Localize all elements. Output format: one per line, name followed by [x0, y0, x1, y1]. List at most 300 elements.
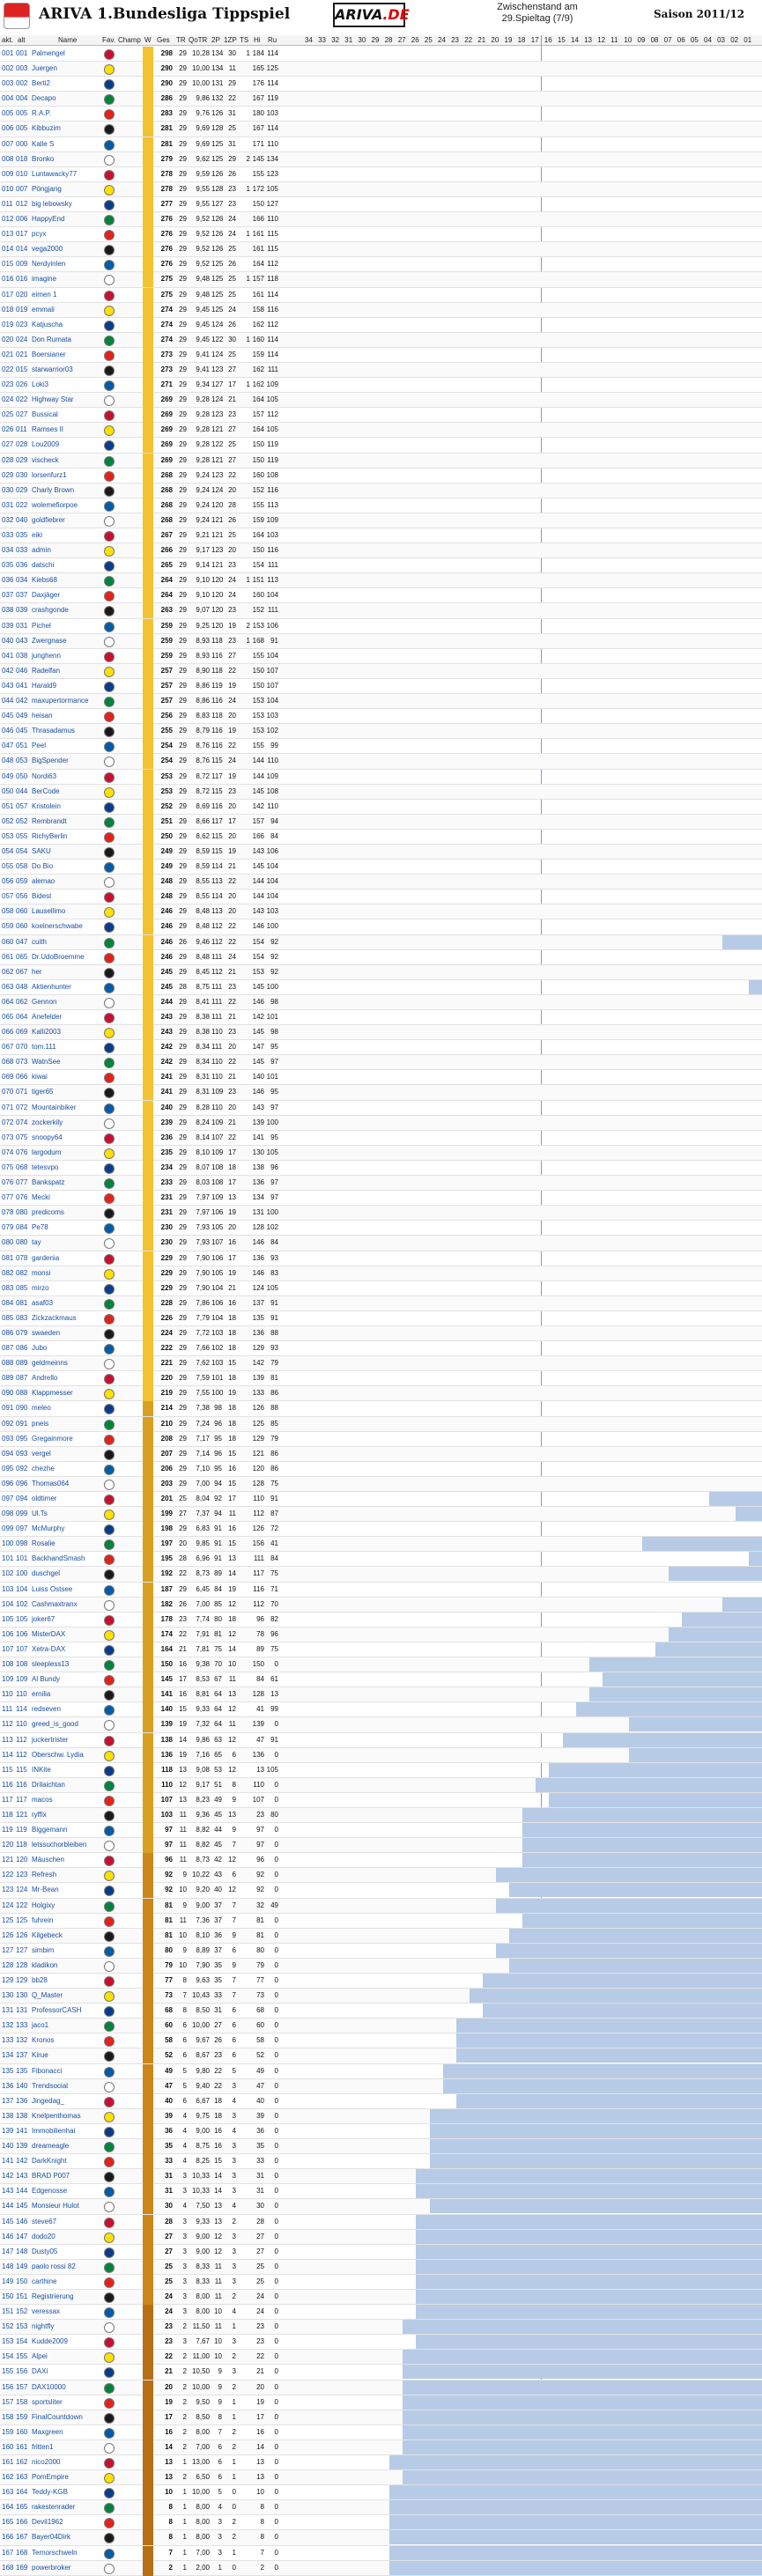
cell-name[interactable]: Edgenosse [32, 2184, 102, 2198]
table-row[interactable] [0, 875, 762, 889]
cell-name[interactable]: heisan [32, 709, 102, 723]
table-row[interactable] [0, 333, 762, 348]
table-row[interactable] [0, 1417, 762, 1432]
table-row[interactable] [0, 348, 762, 363]
cell-name[interactable]: Fibonacci [32, 2064, 102, 2078]
table-row[interactable] [0, 2425, 762, 2440]
cell-name[interactable]: carthine [32, 2275, 102, 2289]
table-row[interactable] [0, 1462, 762, 1477]
cell-name[interactable]: vergel [32, 1447, 102, 1461]
table-row[interactable] [0, 227, 762, 242]
table-row[interactable] [0, 1236, 762, 1251]
cell-name[interactable]: R.A.P. [32, 107, 102, 121]
cell-name[interactable]: Biggemann [32, 1823, 102, 1837]
table-row[interactable] [0, 1598, 762, 1613]
table-row[interactable] [0, 318, 762, 333]
cell-name[interactable]: Decapo [32, 92, 102, 106]
cell-name[interactable]: Knelpenthomas [32, 2109, 102, 2123]
table-row[interactable] [0, 137, 762, 152]
cell-name[interactable]: rakestenrader [32, 2500, 102, 2514]
table-row[interactable] [0, 1959, 762, 1974]
table-row[interactable] [0, 2410, 762, 2425]
cell-name[interactable]: Kiebs68 [32, 573, 102, 587]
cell-name[interactable]: Lou2009 [32, 438, 102, 452]
cell-name[interactable]: Kilgebeck [32, 1929, 102, 1943]
table-row[interactable] [0, 2215, 762, 2230]
cell-name[interactable]: duschgel [32, 1567, 102, 1581]
cell-name[interactable]: Kibbuzim [32, 122, 102, 136]
cell-name[interactable]: Alpei [32, 2350, 102, 2364]
cell-name[interactable]: RichyBerlin [32, 830, 102, 844]
cell-name[interactable]: Thomas064 [32, 1477, 102, 1491]
table-row[interactable] [0, 242, 762, 257]
cell-name[interactable]: letssuchorbleiben [32, 1838, 102, 1852]
table-row[interactable] [0, 694, 762, 709]
cell-name[interactable]: largodum [32, 1146, 102, 1160]
table-row[interactable] [0, 588, 762, 603]
table-row[interactable] [0, 1131, 762, 1146]
table-row[interactable] [0, 724, 762, 739]
cell-name[interactable]: Trendsocial [32, 2079, 102, 2093]
table-row[interactable] [0, 2515, 762, 2530]
cell-name[interactable]: Jubo [32, 1341, 102, 1355]
cell-name[interactable]: BerCode [32, 785, 102, 799]
cell-name[interactable]: Maxgreen [32, 2425, 102, 2439]
cell-name[interactable]: Klappmesser [32, 1386, 102, 1400]
cell-name[interactable]: fritten1 [32, 2440, 102, 2454]
table-row[interactable] [0, 1311, 762, 1326]
cell-name[interactable]: Rosalie [32, 1537, 102, 1551]
cell-name[interactable]: sportsliter [32, 2395, 102, 2410]
table-row[interactable] [0, 257, 762, 272]
cell-name[interactable]: SAKU [32, 845, 102, 859]
cell-name[interactable]: ryffix [32, 1808, 102, 1822]
table-row[interactable] [0, 2064, 762, 2079]
table-row[interactable] [0, 1672, 762, 1687]
table-row[interactable] [0, 77, 762, 92]
cell-name[interactable]: Drilaichtan [32, 1778, 102, 1792]
cell-name[interactable]: Anefelder [32, 1010, 102, 1024]
cell-name[interactable]: Nerdyinlen [32, 257, 102, 271]
table-row[interactable] [0, 2305, 762, 2320]
table-row[interactable] [0, 2350, 762, 2365]
cell-name[interactable]: Monsieur Hulot [32, 2199, 102, 2213]
cell-name[interactable]: Kirue [32, 2048, 102, 2063]
table-row[interactable] [0, 889, 762, 904]
table-row[interactable] [0, 1883, 762, 1898]
cell-name[interactable]: Nordi63 [32, 770, 102, 784]
cell-name[interactable]: Radelfan [32, 664, 102, 678]
table-row[interactable] [0, 2154, 762, 2169]
cell-name[interactable]: Xetra-DAX [32, 1642, 102, 1657]
table-row[interactable] [0, 679, 762, 694]
table-row[interactable] [0, 408, 762, 423]
table-row[interactable] [0, 980, 762, 995]
cell-name[interactable]: Boersianer [32, 348, 102, 362]
table-row[interactable] [0, 2019, 762, 2033]
table-row[interactable] [0, 1266, 762, 1281]
table-row[interactable] [0, 212, 762, 227]
table-row[interactable] [0, 1176, 762, 1191]
cell-name[interactable]: Daxjäger [32, 588, 102, 602]
table-row[interactable] [0, 288, 762, 303]
cell-name[interactable]: Juergen [32, 62, 102, 76]
cell-name[interactable]: big lebowsky [32, 197, 102, 211]
table-row[interactable] [0, 2184, 762, 2199]
cell-name[interactable]: datschi [32, 558, 102, 572]
cell-name[interactable]: Zickzackmaus [32, 1311, 102, 1325]
table-row[interactable] [0, 272, 762, 287]
cell-name[interactable]: Palmengel [32, 47, 102, 61]
table-row[interactable] [0, 904, 762, 919]
table-row[interactable] [0, 1733, 762, 1748]
cell-name[interactable]: goldfiebrer [32, 513, 102, 528]
table-row[interactable] [0, 122, 762, 137]
cell-name[interactable]: Dusty05 [32, 2245, 102, 2259]
cell-name[interactable]: nightfly [32, 2320, 102, 2334]
cell-name[interactable]: maxupertormance [32, 694, 102, 708]
cell-name[interactable]: DAXi [32, 2365, 102, 2379]
cell-name[interactable]: PomEmpire [32, 2470, 102, 2484]
cell-name[interactable]: Luiss Ostsee [32, 1583, 102, 1597]
table-row[interactable] [0, 107, 762, 122]
cell-name[interactable]: koelnerschwabe [32, 919, 102, 934]
table-row[interactable] [0, 1432, 762, 1447]
table-row[interactable] [0, 2109, 762, 2124]
table-row[interactable] [0, 1567, 762, 1582]
cell-name[interactable]: Mecki [32, 1191, 102, 1205]
cell-name[interactable]: WatnSee [32, 1055, 102, 1069]
cell-name[interactable]: Oberschw. Lydia [32, 1748, 102, 1762]
table-row[interactable] [0, 1341, 762, 1356]
table-row[interactable] [0, 634, 762, 649]
table-row[interactable] [0, 1161, 762, 1176]
cell-name[interactable]: joker67 [32, 1613, 102, 1627]
cell-name[interactable]: Dr.UdoBroemme [32, 950, 102, 964]
table-row[interactable] [0, 1929, 762, 1944]
cell-name[interactable]: Mountainbiker [32, 1101, 102, 1115]
cell-name[interactable]: zockerkily [32, 1116, 102, 1130]
cell-name[interactable]: Registrierung [32, 2290, 102, 2304]
cell-name[interactable]: Jingedag_ [32, 2094, 102, 2108]
table-row[interactable] [0, 1537, 762, 1552]
cell-name[interactable]: Harald9 [32, 679, 102, 693]
table-row[interactable] [0, 1522, 762, 1537]
cell-name[interactable]: ernilia [32, 1687, 102, 1701]
cell-name[interactable]: vischeck [32, 454, 102, 468]
cell-name[interactable]: ProfessorCASH [32, 2004, 102, 2018]
table-row[interactable] [0, 2470, 762, 2485]
cell-name[interactable]: Bussical [32, 408, 102, 422]
cell-name[interactable]: Andrello [32, 1371, 102, 1385]
cell-name[interactable]: Highway Star [32, 393, 102, 407]
table-row[interactable] [0, 1191, 762, 1206]
table-row[interactable] [0, 2455, 762, 2470]
table-row[interactable] [0, 2048, 762, 2063]
table-row[interactable] [0, 2290, 762, 2305]
table-row[interactable] [0, 739, 762, 754]
table-row[interactable] [0, 92, 762, 107]
cell-name[interactable]: Do Bio [32, 860, 102, 874]
table-row[interactable] [0, 1070, 762, 1085]
cell-name[interactable]: MisterDAX [32, 1628, 102, 1642]
table-row[interactable] [0, 1868, 762, 1883]
table-row[interactable] [0, 303, 762, 318]
table-row[interactable] [0, 528, 762, 543]
cell-name[interactable]: greed_is_good [32, 1717, 102, 1731]
table-row[interactable] [0, 1808, 762, 1823]
table-row[interactable] [0, 378, 762, 393]
cell-name[interactable]: crashgonde [32, 603, 102, 617]
cell-name[interactable]: chezhe [32, 1462, 102, 1476]
table-row[interactable] [0, 2139, 762, 2154]
table-row[interactable] [0, 2365, 762, 2380]
cell-name[interactable]: starwarrior03 [32, 363, 102, 377]
cell-name[interactable]: Peel [32, 739, 102, 753]
table-row[interactable] [0, 1944, 762, 1959]
cell-name[interactable]: Al Bundy [32, 1672, 102, 1687]
cell-name[interactable]: Zwergnase [32, 634, 102, 648]
table-row[interactable] [0, 1989, 762, 2004]
table-row[interactable] [0, 1914, 762, 1929]
cell-name[interactable]: juckertrister [32, 1733, 102, 1747]
cell-name[interactable]: veressax [32, 2305, 102, 2319]
table-row[interactable] [0, 1025, 762, 1040]
table-row[interactable] [0, 1447, 762, 1462]
cell-name[interactable]: wolemefiorpoe [32, 498, 102, 513]
cell-name[interactable]: Ramses II [32, 423, 102, 437]
cell-name[interactable]: McMurphy [32, 1522, 102, 1536]
cell-name[interactable]: Luntawacky77 [32, 167, 102, 181]
table-row[interactable] [0, 2230, 762, 2245]
cell-name[interactable]: DarkKnight [32, 2154, 102, 2168]
table-row[interactable] [0, 1748, 762, 1763]
table-row[interactable] [0, 363, 762, 378]
table-row[interactable] [0, 1477, 762, 1492]
cell-name[interactable]: simbim [32, 1944, 102, 1958]
cell-name[interactable]: bb28 [32, 1974, 102, 1988]
cell-name[interactable]: her [32, 965, 102, 979]
table-row[interactable] [0, 2033, 762, 2048]
table-row[interactable] [0, 498, 762, 513]
table-row[interactable] [0, 2124, 762, 2139]
table-row[interactable] [0, 1583, 762, 1598]
table-row[interactable] [0, 1552, 762, 1567]
table-row[interactable] [0, 995, 762, 1010]
cell-name[interactable]: Mr-Bean [32, 1883, 102, 1897]
cell-name[interactable]: Bankspatz [32, 1176, 102, 1190]
table-row[interactable] [0, 754, 762, 769]
table-row[interactable] [0, 1702, 762, 1717]
cell-name[interactable]: swaeden [32, 1326, 102, 1340]
table-row[interactable] [0, 182, 762, 197]
table-row[interactable] [0, 1221, 762, 1236]
cell-name[interactable]: dreameagle [32, 2139, 102, 2153]
cell-name[interactable]: vega2000 [32, 242, 102, 256]
table-row[interactable] [0, 2530, 762, 2545]
table-row[interactable] [0, 1823, 762, 1838]
table-row[interactable] [0, 454, 762, 469]
table-row[interactable] [0, 1055, 762, 1070]
table-row[interactable] [0, 197, 762, 212]
cell-name[interactable]: tiger65 [32, 1085, 102, 1099]
table-row[interactable] [0, 860, 762, 875]
table-row[interactable] [0, 965, 762, 980]
cell-name[interactable]: Pöngjang [32, 182, 102, 196]
cell-name[interactable]: lorsenfurz1 [32, 469, 102, 483]
cell-name[interactable]: FinalCountdown [32, 2410, 102, 2425]
table-row[interactable] [0, 2275, 762, 2290]
table-row[interactable] [0, 1763, 762, 1778]
table-row[interactable] [0, 1628, 762, 1642]
cell-name[interactable]: Q_Master [32, 1989, 102, 2003]
table-row[interactable] [0, 950, 762, 965]
table-row[interactable] [0, 1326, 762, 1341]
table-row[interactable] [0, 2440, 762, 2455]
cell-name[interactable]: Don Rumata [32, 333, 102, 347]
table-row[interactable] [0, 2320, 762, 2335]
cell-name[interactable]: Aktienhunter [32, 980, 102, 994]
cell-name[interactable]: Bidest [32, 889, 102, 904]
table-row[interactable] [0, 770, 762, 785]
table-row[interactable] [0, 664, 762, 679]
table-row[interactable] [0, 1899, 762, 1914]
cell-name[interactable]: Kronos [32, 2033, 102, 2048]
cell-name[interactable]: BigSpender [32, 754, 102, 768]
cell-name[interactable]: fuhrein [32, 1914, 102, 1928]
cell-name[interactable]: eimen 1 [32, 288, 102, 302]
cell-name[interactable]: INKite [32, 1763, 102, 1777]
table-row[interactable] [0, 2169, 762, 2184]
table-row[interactable] [0, 573, 762, 588]
cell-name[interactable]: DAX10000 [32, 2380, 102, 2395]
table-row[interactable] [0, 1687, 762, 1702]
cell-name[interactable]: redseven [32, 1702, 102, 1716]
table-row[interactable] [0, 483, 762, 498]
table-row[interactable] [0, 2335, 762, 2350]
table-row[interactable] [0, 393, 762, 408]
cell-name[interactable]: Loki3 [32, 378, 102, 392]
table-row[interactable] [0, 619, 762, 634]
cell-name[interactable]: Katjuscha [32, 318, 102, 332]
table-row[interactable] [0, 1853, 762, 1868]
cell-name[interactable]: nico2000 [32, 2455, 102, 2469]
cell-name[interactable]: eiki [32, 528, 102, 543]
table-row[interactable] [0, 709, 762, 724]
table-row[interactable] [0, 1371, 762, 1386]
cell-name[interactable]: snoopy64 [32, 1131, 102, 1145]
cell-name[interactable]: alemao [32, 875, 102, 889]
table-row[interactable] [0, 1778, 762, 1793]
table-row[interactable] [0, 2395, 762, 2410]
table-row[interactable] [0, 1386, 762, 1401]
cell-name[interactable]: Bronko [32, 152, 102, 166]
cell-name[interactable]: steve67 [32, 2215, 102, 2229]
cell-name[interactable]: Charly Brown [32, 483, 102, 498]
table-row[interactable] [0, 167, 762, 182]
table-row[interactable] [0, 2380, 762, 2395]
table-row[interactable] [0, 2500, 762, 2515]
cell-name[interactable]: asaf03 [32, 1296, 102, 1310]
table-row[interactable] [0, 2094, 762, 2109]
table-row[interactable] [0, 1838, 762, 1853]
cell-name[interactable]: tay [32, 1236, 102, 1250]
table-row[interactable] [0, 845, 762, 860]
cell-name[interactable]: mirzo [32, 1281, 102, 1295]
table-row[interactable] [0, 1492, 762, 1507]
cell-name[interactable]: tom.111 [32, 1040, 102, 1054]
table-row[interactable] [0, 1356, 762, 1371]
cell-name[interactable]: Ternorschweln [32, 2546, 102, 2560]
cell-name[interactable]: Teddy-KGB [32, 2485, 102, 2499]
cell-name[interactable]: Gennon [32, 995, 102, 1009]
cell-name[interactable]: powerbroker [32, 2561, 102, 2575]
cell-name[interactable]: BackhandSmash [32, 1552, 102, 1566]
cell-name[interactable]: admin [32, 543, 102, 557]
cell-name[interactable]: geldmeinns [32, 1356, 102, 1370]
table-row[interactable] [0, 1507, 762, 1522]
cell-name[interactable]: Refresh [32, 1868, 102, 1882]
table-row[interactable] [0, 1010, 762, 1025]
table-row[interactable] [0, 1793, 762, 1808]
cell-name[interactable]: pneis [32, 1417, 102, 1431]
cell-name[interactable]: Immobilienhai [32, 2124, 102, 2138]
table-row[interactable] [0, 558, 762, 573]
cell-name[interactable]: meleo [32, 1401, 102, 1415]
table-row[interactable] [0, 2245, 762, 2260]
cell-name[interactable]: HappyEnd [32, 212, 102, 226]
cell-name[interactable]: pcyx [32, 227, 102, 241]
table-row[interactable] [0, 152, 762, 167]
cell-name[interactable]: Rembrandt [32, 815, 102, 829]
table-row[interactable] [0, 423, 762, 438]
cell-name[interactable]: oldtimer [32, 1492, 102, 1506]
cell-name[interactable]: macos [32, 1793, 102, 1807]
cell-name[interactable]: imagine [32, 272, 102, 286]
table-row[interactable] [0, 543, 762, 558]
cell-name[interactable]: Pichel [32, 619, 102, 633]
cell-name[interactable]: emmali [32, 303, 102, 317]
cell-name[interactable]: kladikon [32, 1959, 102, 1973]
cell-name[interactable]: Devil1962 [32, 2515, 102, 2529]
cell-name[interactable]: Berti2 [32, 77, 102, 91]
cell-name[interactable]: dodo20 [32, 2230, 102, 2244]
table-row[interactable] [0, 1974, 762, 1989]
table-row[interactable] [0, 1206, 762, 1221]
table-row[interactable] [0, 2485, 762, 2500]
table-row[interactable] [0, 1101, 762, 1116]
table-row[interactable] [0, 1085, 762, 1100]
cell-name[interactable]: predicoms [32, 1206, 102, 1220]
table-row[interactable] [0, 2004, 762, 2019]
table-row[interactable] [0, 1281, 762, 1296]
table-row[interactable] [0, 1642, 762, 1657]
table-row[interactable] [0, 513, 762, 528]
cell-name[interactable]: sleepless13 [32, 1657, 102, 1672]
cell-name[interactable]: Kalli2003 [32, 1025, 102, 1039]
cell-name[interactable]: Holgixy [32, 1899, 102, 1913]
cell-name[interactable]: Thrasadamus [32, 724, 102, 738]
table-row[interactable] [0, 1251, 762, 1266]
table-row[interactable] [0, 1657, 762, 1672]
table-row[interactable] [0, 1401, 762, 1416]
table-row[interactable] [0, 919, 762, 934]
cell-name[interactable]: tetesvpo [32, 1161, 102, 1175]
table-row[interactable] [0, 1296, 762, 1311]
table-row[interactable] [0, 603, 762, 618]
table-row[interactable] [0, 649, 762, 664]
table-row[interactable] [0, 438, 762, 453]
